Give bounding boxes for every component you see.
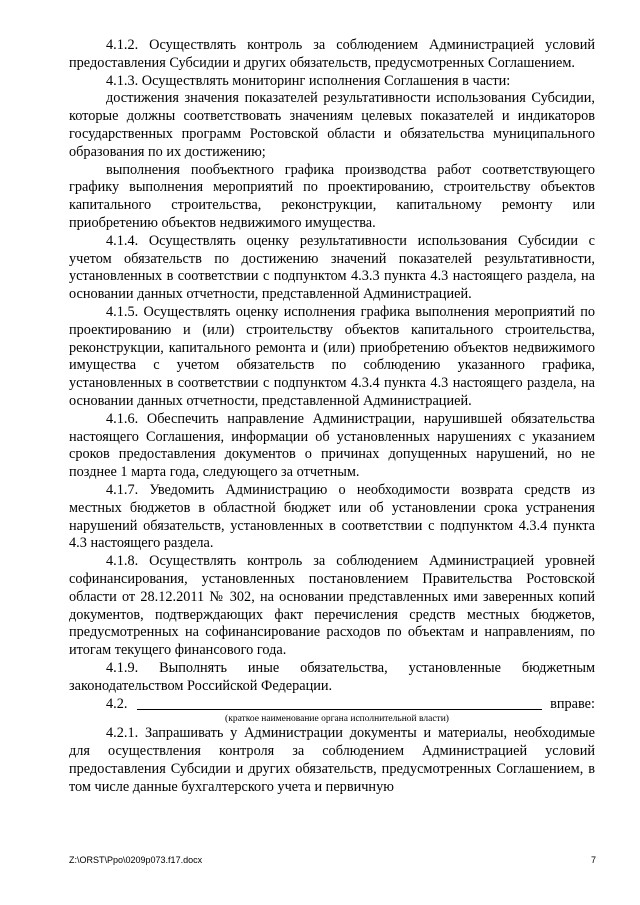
authority-name-caption: (краткое наименование органа исполнительной власти) xyxy=(225,714,449,725)
paragraph-4-1-9: 4.1.9. Выполнять иные обязательства, установленные бюджетным законодательством Российской Федерации. xyxy=(69,659,595,694)
authority-name-blank xyxy=(137,695,542,710)
document-body xyxy=(69,37,595,797)
paragraph-4-1-2: 4.1.2. Осуществлять контроль за соблюдением Администрацией условий предоставления Субсидии и других обязательств, предусмотренных Соглашением. xyxy=(69,37,595,71)
paragraph-4-1-5: 4.1.5. Осуществлять оценку исполнения графика выполнения мероприятий по проектированию и (или) строительству объектов капитального строительства, реконструкции, капитального ремонта и (или) приобретению объектов недвижимого имущества с учетом обязательств по соблюдению указанного графика, установленных в соответствии с подпунктом 4.3.4 пункта 4.3 настоящего раздела, на основании данных отчетности, представленной Администрацией. xyxy=(69,303,595,409)
footer-file-path: Z:\ORST\Ppo\0209p073.f17.docx xyxy=(69,855,203,865)
clause-4-2-line xyxy=(69,695,595,713)
page-footer xyxy=(69,855,596,865)
clause-4-2-right-word: вправе: xyxy=(550,695,595,712)
paragraph-4-1-3: 4.1.3. Осуществлять мониторинг исполнения Соглашения в части: xyxy=(106,72,511,89)
paragraph-4-1-4: 4.1.4. Осуществлять оценку результативности использования Субсидии с учетом обязательств по достижению значений показателей результативности, установленных в соответствии с подпунктом 4.3.3 пункта 4.3 настоящего раздела, на основании данных отчетности, представленной Администрацией. xyxy=(69,232,595,303)
paragraph-4-1-3-schedule: выполнения пообъектного графика производства работ соответствующего графику выполнения мероприятий по проектированию, строительству объектов капитального строительства, реконструкции, капитальному ремонту или приобретению объектов недвижимого имущества. xyxy=(69,161,595,231)
paragraph-4-1-3-indicators: достижения значения показателей результативности использования Субсидии, которые должны соответствовать значениям целевых показателей и индикаторов государственных программ Ростовской области и обязательства муниципального образования по их достижению; xyxy=(69,90,595,160)
clause-4-2-number: 4.2. xyxy=(106,695,128,712)
footer-page-number: 7 xyxy=(590,855,596,865)
paragraph-4-1-7: 4.1.7. Уведомить Администрацию о необходимости возврата средств из местных бюджетов в областной бюджет или об установлении срока устранения нарушений обязательств, установленных в соответствии с подпунктом 4.3.4 пункта 4.3 настоящего раздела. xyxy=(69,481,595,552)
paragraph-4-2-1: 4.2.1. Запрашивать у Администрации документы и материалы, необходимые для осуществления контроля за соблюдением Администрацией условий предоставления Субсидии и других обязательств, предусмотренных Соглашением, в том числе данные бухгалтерского учета и первичную xyxy=(69,725,595,795)
paragraph-4-1-6: 4.1.6. Обеспечить направление Администрации, нарушившей обязательства настоящего Соглашения, информации об установленных нарушениях с указанием сроков предоставления документов о причинах допущенных нарушений, но не позднее 1 марта года, следующего за отчетным. xyxy=(69,410,595,481)
paragraph-4-1-8: 4.1.8. Осуществлять контроль за соблюдением Администрацией уровней софинансирования, установленных постановлением Правительства Ростовской области от 28.12.2011 № 302, на основании представленных ими заверенных копий документов, подтверждающих факт перечисления средств местных бюджетов, предусмотренных на софинансирование расходов по объектам и направлениям, по итогам текущего финансового года. xyxy=(69,553,595,659)
